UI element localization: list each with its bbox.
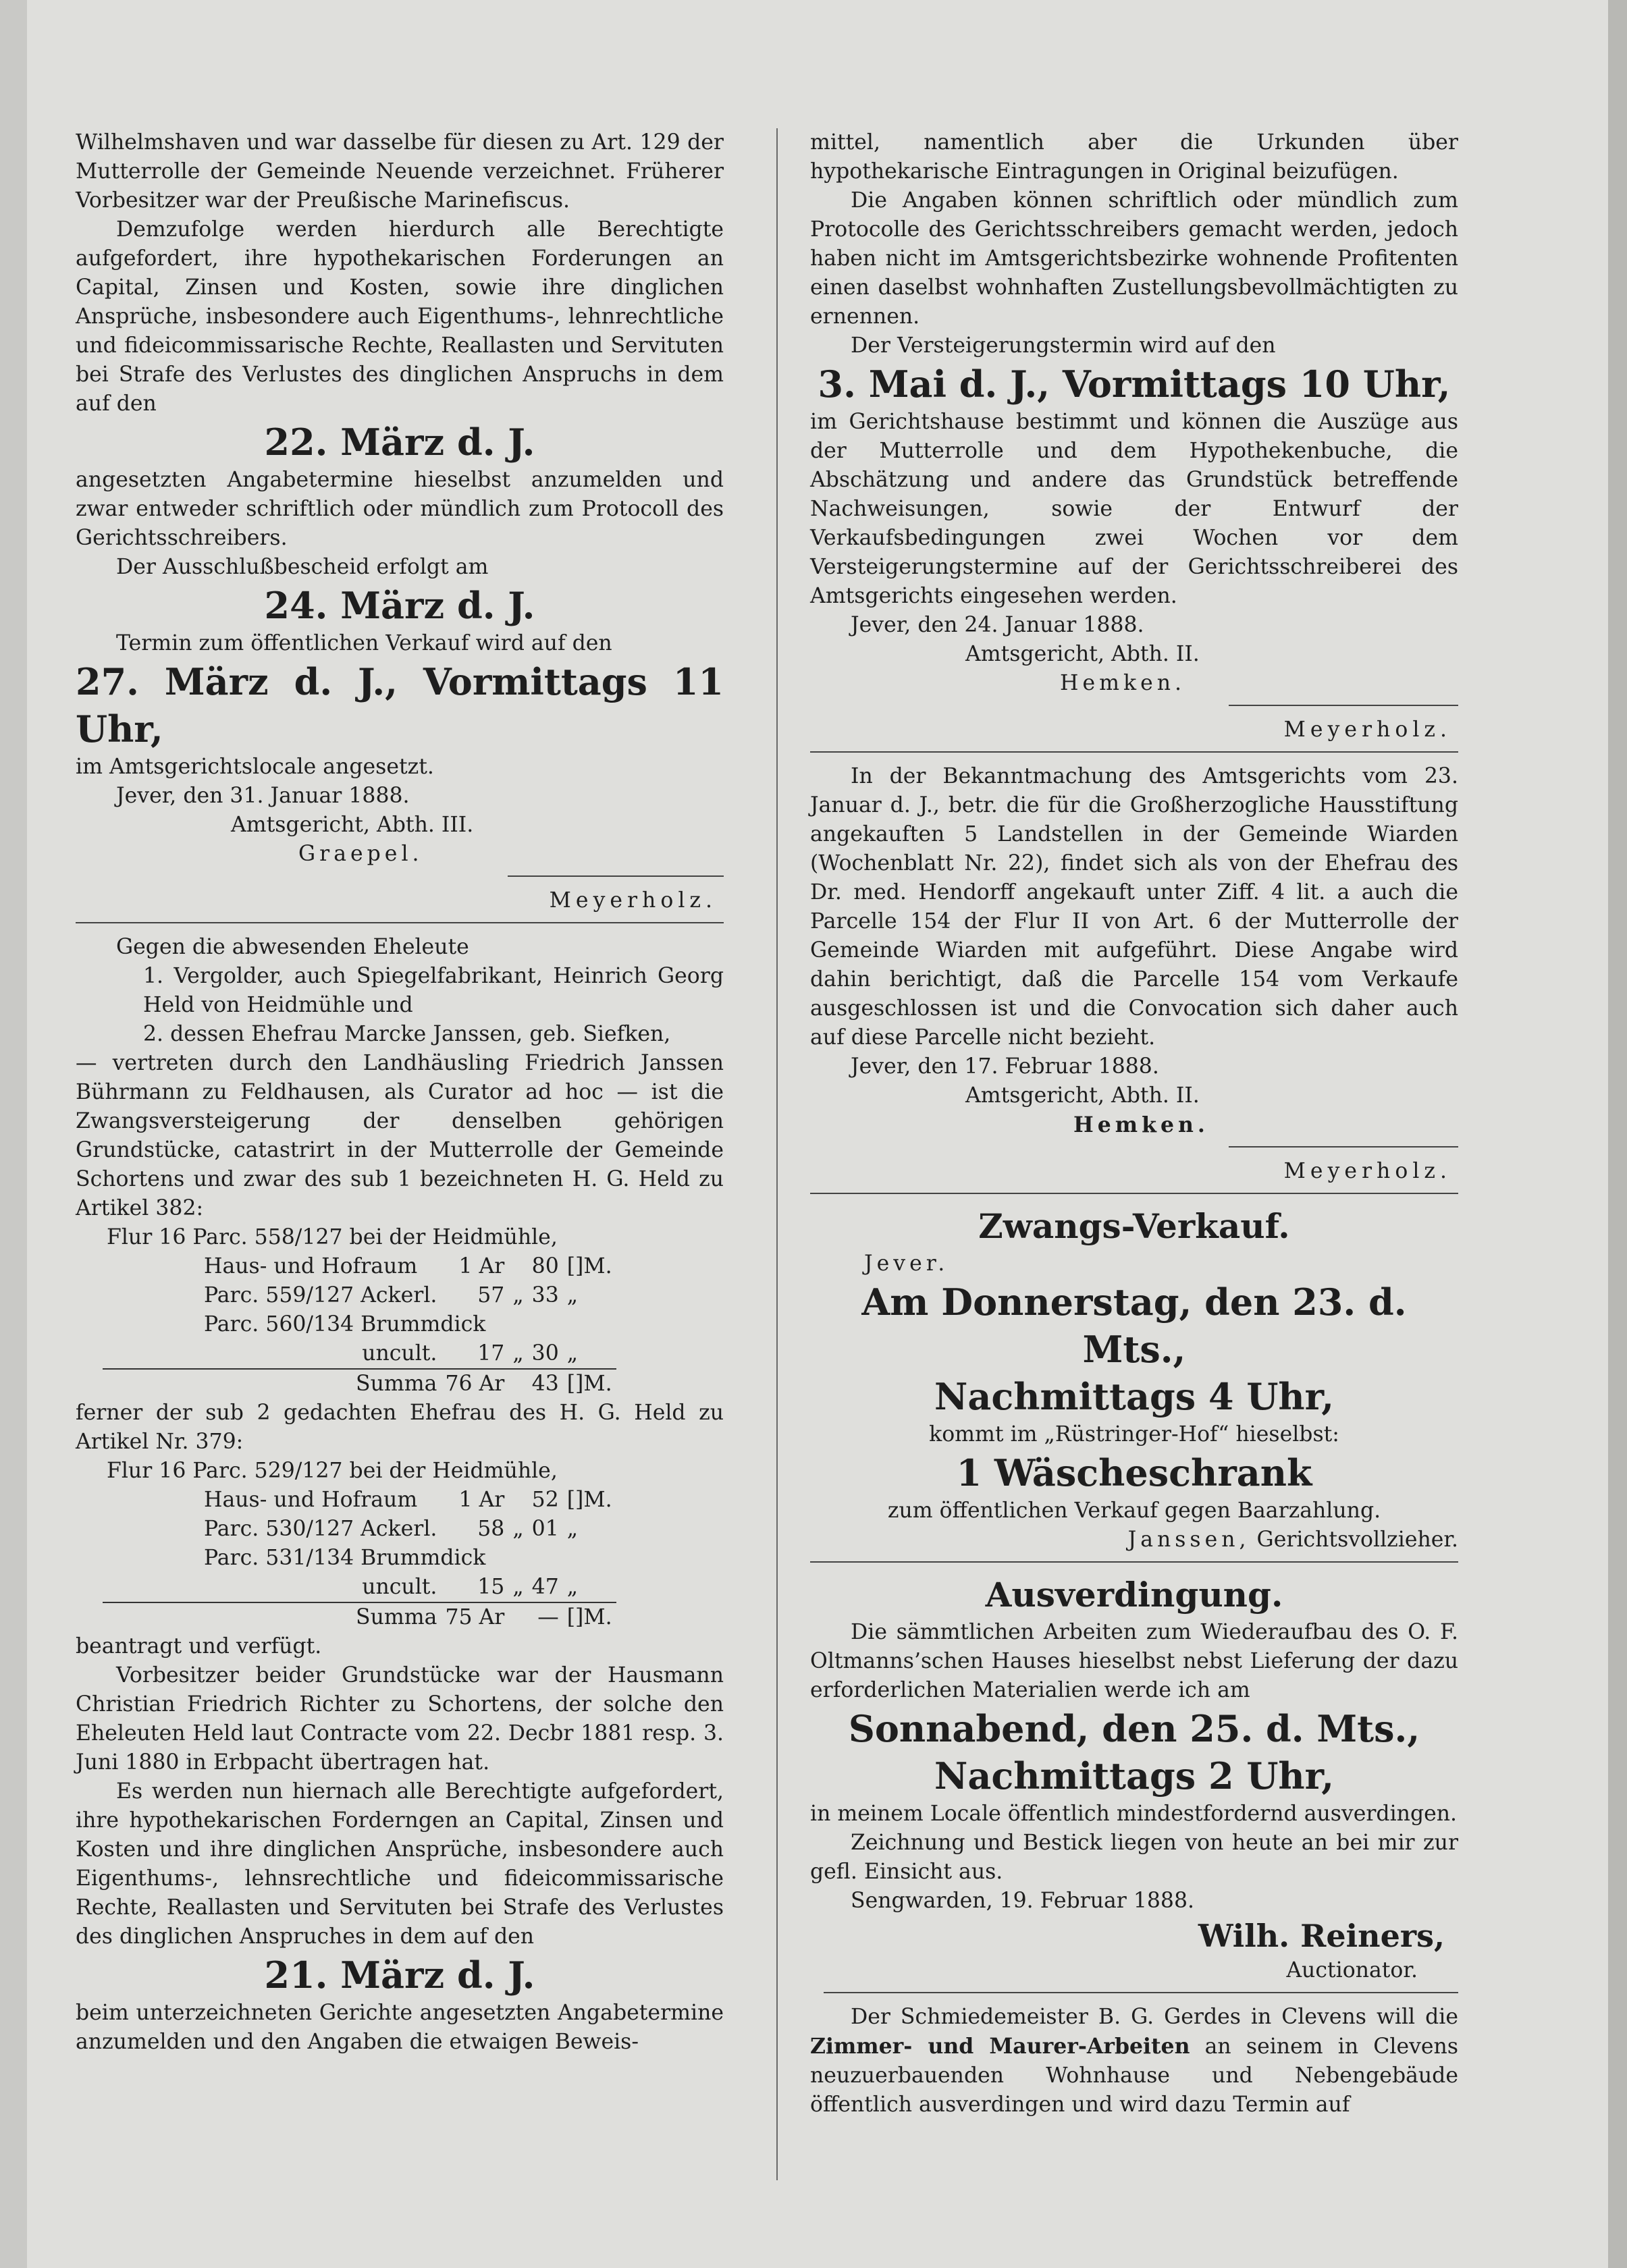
place-date: Jever, den 17. Februar 1888. [851, 1054, 1159, 1079]
table-cell: „ [566, 1517, 579, 1541]
paragraph: Demzufolge werden hierdurch alle Berechtigte aufgefordert, ihre hypothekarischen Forderungen an Capital, Zinsen und Kosten, sowie ihre dinglichen Ansprüche, insbesondere auch Eigenthums-, lehnrechtliche und fideicommissarische Rechte, Reallasten und Servituten bei Strafe des Verlustes des dinglichen Anspruchs in dem auf den [76, 217, 724, 416]
sale-item: 1 Wäscheschrank [956, 1451, 1312, 1494]
table-cell: „ [512, 1341, 524, 1366]
paragraph: kommt im „Rüstringer-Hof“ hieselbst: [929, 1422, 1339, 1447]
text-run: Der Schmiedemeister B. G. Gerdes in Clevens will die [851, 2005, 1458, 2029]
paragraph: Der Ausschlußbescheid erfolgt am [116, 555, 489, 579]
bailiff-title: Gerichtsvollzieher. [1256, 1528, 1458, 1552]
paragraph: Der Versteigerungstermin wird auf den [851, 333, 1276, 358]
judge-signature: Hemken. [1060, 671, 1186, 695]
divider [810, 751, 1458, 753]
paragraph: Wilhelmshaven und war dasselbe für diesen zu Art. 129 der Mutterrolle der Gemeinde Neuende verzeichnet. Früherer Vorbesitzer war der Preußische Marinefiscus. [76, 130, 724, 213]
table-cell: Haus- und Hofraum [204, 1488, 418, 1512]
court-name: Amtsgericht, Abth. III. [231, 813, 474, 837]
paragraph: beim unterzeichneten Gerichte angesetzten Angabetermine anzumelden und den Angaben die etwaigen Beweis- [76, 2001, 724, 2054]
paragraph: ferner der sub 2 gedachten Ehefrau des H. G. Held zu Artikel Nr. 379: [76, 1401, 724, 1454]
table-cell: 15 [477, 1575, 505, 1599]
table-cell: []M. [566, 1254, 612, 1278]
time-heading: Nachmittags 4 Uhr, [934, 1375, 1335, 1418]
paragraph: Vorbesitzer beider Grundstücke war der Hausmann Christian Friedrich Richter zu Schortens, der solche den Eheleuten Held laut Contracte vom 22. Decbr 1881 resp. 3. Juni 1880 in Erbpacht übertragen hat. [76, 1663, 724, 1775]
table-cell: Summa [103, 1369, 441, 1399]
table-cell: 75 Ar [441, 1602, 508, 1632]
table-cell: 57 [477, 1283, 505, 1307]
paragraph: Die sämmtlichen Arbeiten zum Wiederaufbau des O. F. Oltmanns’schen Hauses hieselbst nebst Lieferung der dazu erforderlichen Materialien werde ich am [810, 1620, 1458, 1702]
paragraph: im Amtsgerichtslocale angesetzt. [76, 755, 434, 779]
table-cell: Summa [103, 1602, 441, 1632]
table-cell: 47 [531, 1575, 559, 1599]
section-heading: Ausverdingung. [985, 1575, 1283, 1615]
divider [76, 922, 724, 923]
text-run: an seinem in Clevens neuzuerbauenden Wohnhause und Nebengebäude öffentlich ausverdingen und wird dazu Termin auf [810, 2034, 1458, 2117]
paragraph: Es werden nun hiernach alle Berechtigte aufgefordert, ihre hypothekarischen Forderngen an Capital, Zinsen und Kosten und ihre dinglichen Ansprüche, insbesondere auch Eigenthums-, lehnsrechtliche und fideicommissarische Rechte, Reallasten und Servituten bei Strafe des Verlustes des dinglichen Anspruches in dem auf den [76, 1779, 724, 1949]
table-cell: []M. [566, 1488, 612, 1512]
place-date: Jever, den 24. Januar 1888. [851, 613, 1144, 637]
table-cell: Parc. 530/127 Ackerl. [204, 1517, 437, 1541]
auctioneer-signature: Wilh. Reiners, [1198, 1918, 1445, 1954]
text-run-bold: Zimmer- und Maurer-Arbeiten [810, 2034, 1190, 2059]
paragraph: beantragt und verfügt. [76, 1634, 322, 1658]
list-item: 1. Vergolder, auch Spiegelfabrikant, Heinrich Georg Held von Heidmühle und [143, 964, 724, 1017]
divider [1229, 705, 1458, 706]
table-cell: []M. [563, 1602, 616, 1632]
place-date: Sengwarden, 19. Februar 1888. [851, 1889, 1195, 1913]
bailiff-signature [810, 1526, 1458, 1555]
court-name: Amtsgericht, Abth. II. [965, 642, 1200, 666]
divider [810, 1561, 1458, 1563]
table-cell: 33 [531, 1283, 559, 1307]
date-heading: 21. März d. J. [264, 1953, 535, 1997]
table-cell: uncult. [362, 1575, 437, 1599]
table-cell: 80 [531, 1254, 559, 1278]
auctioneer-title: Auctionator. [1286, 1958, 1418, 1982]
table-cell: uncult. [362, 1341, 437, 1366]
date-heading: Am Donnerstag, den 23. d. Mts., [861, 1280, 1407, 1371]
clerk-signature: Meyerholz. [1283, 1159, 1451, 1183]
list-item: 2. dessen Ehefrau Marcke Janssen, geb. Siefken, [143, 1022, 671, 1046]
parcel-table [103, 1457, 616, 1632]
court-name: Amtsgericht, Abth. II. [965, 1083, 1200, 1108]
place-date: Jever, den 31. Januar 1888. [116, 784, 410, 808]
date-heading: 27. März d. J., Vormittags 11 Uhr, [76, 660, 724, 751]
table-cell: 52 [531, 1488, 559, 1512]
page-edge [1608, 0, 1627, 2268]
table-cell: „ [566, 1283, 579, 1307]
paragraph [810, 2003, 1458, 2120]
clerk-signature: Meyerholz. [1283, 718, 1451, 742]
table-cell: „ [566, 1575, 579, 1599]
paragraph: im Gerichtshause bestimmt und können die Auszüge aus der Mutterrolle und dem Hypothekenbuche, die Abschätzung und andere das Grundstück betreffende Nachweisungen, sowie der Entwurf der Verkaufsbedingungen zwei Wochen vor dem Versteigerungstermine auf der Gerichtsschreiberei des Amtsgerichts eingesehen werden. [810, 410, 1458, 608]
clerk-signature: Meyerholz. [549, 888, 717, 913]
paragraph: Gegen die abwesenden Eheleute [116, 935, 469, 959]
table-cell: 76 Ar [441, 1369, 508, 1399]
paragraph: angesetzten Angabetermine hieselbst anzumelden und zwar entweder schriftlich oder mündlich zum Protocoll des Gerichtsschreibers. [76, 468, 724, 550]
date-heading: 3. Mai d. J., Vormittags 10 Uhr, [818, 362, 1451, 406]
table-cell: „ [512, 1283, 524, 1307]
divider [1229, 1146, 1458, 1148]
paragraph: zum öffentlichen Verkauf gegen Baarzahlung. [887, 1498, 1381, 1523]
date-heading: 24. März d. J. [264, 584, 535, 627]
divider [508, 875, 724, 877]
paragraph: in meinem Locale öffentlich mindestfordernd ausverdingen. [810, 1802, 1458, 1826]
table-cell: 01 [531, 1517, 559, 1541]
time-heading: Nachmittags 2 Uhr, [934, 1754, 1335, 1798]
table-cell: 1 Ar [458, 1254, 505, 1278]
paragraph: In der Bekanntmachung des Amtsgerichts vom 23. Januar d. J., betr. die für die Großherzogliche Hausstiftung angekauften 5 Landstellen in der Gemeinde Wiarden (Wochenblatt Nr. 22), findet sich als von der Ehefrau des Dr. med. Hendorff angekauft unter Ziff. 4 lit. a auch die Parcelle 154 der Flur II von Art. 6 der Mutterrolle der Gemeinde Wiarden mit aufgeführt. Diese Angabe wird dahin berichtigt, daß die Parcelle 154 vom Verkaufe ausgeschlossen ist und die Convocation sich daher auch auf diese Parcelle nicht bezieht. [810, 764, 1458, 1050]
divider [824, 1992, 1458, 1993]
table-cell: Parc. 531/134 Brummdick [204, 1546, 486, 1570]
table-cell: Flur 16 Parc. 529/127 bei der Heidmühle, [107, 1459, 558, 1483]
table-cell: „ [512, 1575, 524, 1599]
table-cell: 17 [477, 1341, 505, 1366]
page-gutter [0, 0, 27, 2268]
bailiff-name: Janssen, [1127, 1528, 1250, 1552]
table-cell: „ [566, 1341, 579, 1366]
judge-signature: Graepel. [298, 842, 423, 866]
table-cell: Flur 16 Parc. 558/127 bei der Heidmühle, [107, 1225, 558, 1249]
place-name: Jever. [864, 1251, 949, 1276]
table-cell: 58 [477, 1517, 505, 1541]
table-cell: 1 Ar [458, 1488, 505, 1512]
table-cell: Haus- und Hofraum [204, 1254, 418, 1278]
table-cell: „ [512, 1517, 524, 1541]
divider [810, 1193, 1458, 1194]
column-divider [776, 128, 778, 2180]
parcel-table [103, 1223, 616, 1399]
table-cell: 30 [531, 1341, 559, 1366]
paragraph: Termin zum öffentlichen Verkauf wird auf den [116, 631, 612, 655]
left-column [76, 128, 724, 2057]
date-heading: Sonnabend, den 25. d. Mts., [848, 1707, 1420, 1750]
table-cell: — [528, 1602, 563, 1632]
paragraph: — vertreten durch den Landhäusling Friedrich Janssen Bührmann zu Feldhausen, als Curator ad hoc — ist die Zwangsversteigerung der denselben gehörigen Grundstücke, catastrirt in der Mutterrolle der Gemeinde Schortens und zwar des sub 1 bezeichneten H. G. Held zu Artikel 382: [76, 1051, 724, 1220]
right-column [810, 128, 1458, 2120]
paragraph: mittel, namentlich aber die Urkunden über hypothekarische Eintragungen in Original beizufügen. [810, 130, 1458, 184]
judge-signature: Hemken. [1073, 1112, 1209, 1137]
paragraph: Zeichnung und Bestick liegen von heute an bei mir zur gefl. Einsicht aus. [810, 1831, 1458, 1884]
table-cell: 43 [528, 1369, 563, 1399]
section-heading: Zwangs-Verkauf. [978, 1206, 1290, 1246]
table-cell: Parc. 559/127 Ackerl. [204, 1283, 437, 1307]
paragraph: Die Angaben können schriftlich oder mündlich zum Protocolle des Gerichtsschreibers gemacht werden, jedoch haben nicht im Amtsgerichtsbezirke wohnende Profitenten einen daselbst wohnhaften Zustellungsbevollmächtigten zu ernennen. [810, 188, 1458, 329]
table-cell: Parc. 560/134 Brummdick [204, 1312, 486, 1336]
date-heading: 22. März d. J. [264, 421, 535, 464]
table-cell: []M. [563, 1369, 616, 1399]
